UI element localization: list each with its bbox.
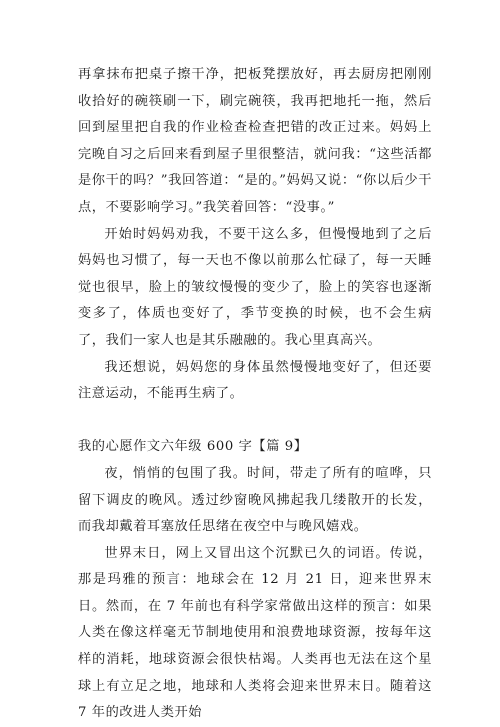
- section-paragraph-1: 夜，悄悄的包围了我。时间，带走了所有的喧哗，只留下调皮的晚风。透过纱窗晚风拂起我几缕散开的长发，而我却戴着耳塞放任思绪在夜空中与晚风嬉戏。: [78, 465, 432, 535]
- paragraph-2: 开始时妈妈劝我，不要干这么多，但慢慢地到了之后妈妈也习惯了，每一天也不像以前那么忙碌了，每一天睡觉也很早，脸上的皱纹慢慢的变少了，脸上的笑容也逐渐变多了，体质也变好了，季节变换的时候，也不会生病了，我们一家人也是其乐融融的。我心里真高兴。: [78, 226, 432, 348]
- paragraph-3: 我还想说，妈妈您的身体虽然慢慢地变好了，但还要注意运动，不能再生病了。: [78, 359, 432, 402]
- document-page: [78, 62, 432, 727]
- section-paragraph-2: 世界末日，网上又冒出这个沉默已久的词语。传说，那是玛雅的预言：地球会在 12 月 21 日，迎来世界末日。然而，在 7 年前也有科学家常做出这样的预言：如果人类在像这样毫无节制地使用和浪费地球资源，按每年这样的消耗，地球资源会很快枯竭。人类再也无法在这个星球上有立足之地，地球和人类将会迎来世界末日。随着这 7 年的改进人类开始: [78, 545, 432, 721]
- paragraph-1: 再拿抹布把桌子擦干净，把板凳摆放好，再去厨房把刚刚收拾好的碗筷刷一下，刷完碗筷，我再把地托一拖，然后回到屋里把自我的作业检查检查把错的改正过来。妈妈上完晚自习之后回来看到屋子里很整洁，就问我：“这些活都是你干的吗？”我回答道：“是的。”妈妈又说：“你以后少干点，不要影响学习。”我笑着回答：“没事。”: [78, 67, 432, 215]
- section-title: 我的心愿作文六年级 600 字【篇 9】: [78, 439, 308, 455]
